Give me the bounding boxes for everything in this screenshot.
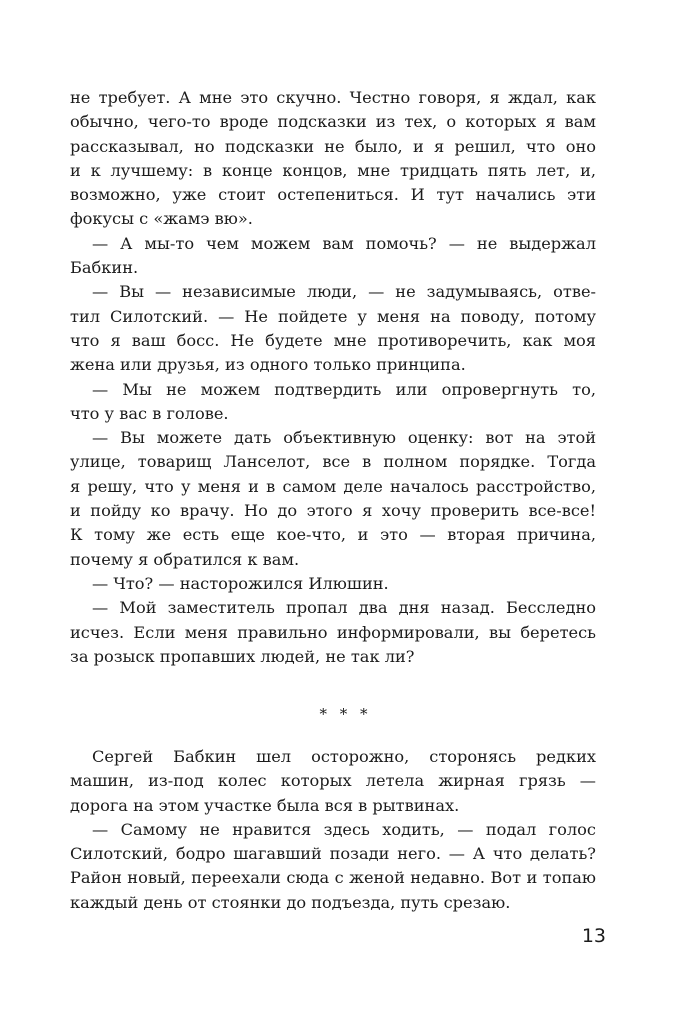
text-line: дорога на этом участке была вся в рытвинах.	[70, 795, 460, 815]
text-line: обычно, чего-то вроде подсказки из тех, о которых я вам	[70, 112, 596, 132]
page-number: 13	[581, 925, 606, 947]
text-line: исчез. Если меня правильно информировали, вы беретесь	[70, 622, 596, 642]
text-line: Силотский, бодро шагавший позади него. — А что делать?	[70, 844, 596, 864]
text-line: машин, из-под колес которых летела жирная грязь —	[70, 771, 596, 791]
text-line: — Мы не можем подтвердить или опровергнуть то,	[92, 379, 596, 399]
text-line: почему я обратился к вам.	[70, 549, 300, 569]
text-line: — А мы-то чем можем вам помочь? — не выдержал	[92, 233, 596, 253]
text-line: тил Силотский. — Не пойдете у меня на поводу, потому	[70, 306, 596, 326]
text-line: за розыск пропавших людей, не так ли?	[70, 646, 415, 666]
text-line: — Вы можете дать объективную оценку: вот на этой	[92, 428, 596, 448]
text-line: К тому же есть еще кое-что, и это — вторая причина,	[70, 525, 596, 545]
text-line: каждый день от стоянки до подъезда, путь срезаю.	[70, 892, 511, 912]
text-block-top	[70, 86, 596, 669]
text-line: фокусы с «жамэ вю».	[70, 209, 253, 229]
section-break: * * *	[319, 705, 372, 723]
text-line: что у вас в голове.	[70, 403, 229, 423]
text-line: и к лучшему: в конце концов, мне тридцать пять лет, и,	[70, 160, 596, 180]
text-line: жена или друзья, из одного только принципа.	[70, 355, 466, 375]
text-line: Бабкин.	[70, 258, 139, 278]
text-line: — Самому не нравится здесь ходить, — подал голос	[92, 819, 596, 839]
text-block-bottom	[70, 745, 596, 915]
text-line: я решу, что у меня и в самом деле началось расстройство,	[70, 476, 596, 496]
text-line: — Вы — независимые люди, — не задумываясь, отве-	[92, 282, 596, 302]
text-line: Район новый, переехали сюда с женой недавно. Вот и топаю	[70, 868, 596, 888]
text-line: — Что? — насторожился Илюшин.	[92, 573, 389, 593]
text-line: улице, товарищ Ланселот, все в полном порядке. Тогда	[70, 452, 596, 472]
text-line: Сергей Бабкин шел осторожно, сторонясь редких	[92, 747, 596, 766]
text-line: не требует. А мне это скучно. Честно говоря, я ждал, как	[70, 88, 596, 107]
text-line: — Мой заместитель пропал два дня назад. Бесследно	[92, 598, 596, 618]
text-line: и пойду ко врачу. Но до этого я хочу проверить все-все!	[70, 501, 596, 521]
text-line: что я ваш босс. Не будете мне противоречить, как моя	[70, 330, 596, 350]
text-line: рассказывал, но подсказки не было, и я решил, что оно	[70, 136, 596, 156]
text-line: возможно, уже стоит остепениться. И тут начались эти	[70, 185, 596, 205]
